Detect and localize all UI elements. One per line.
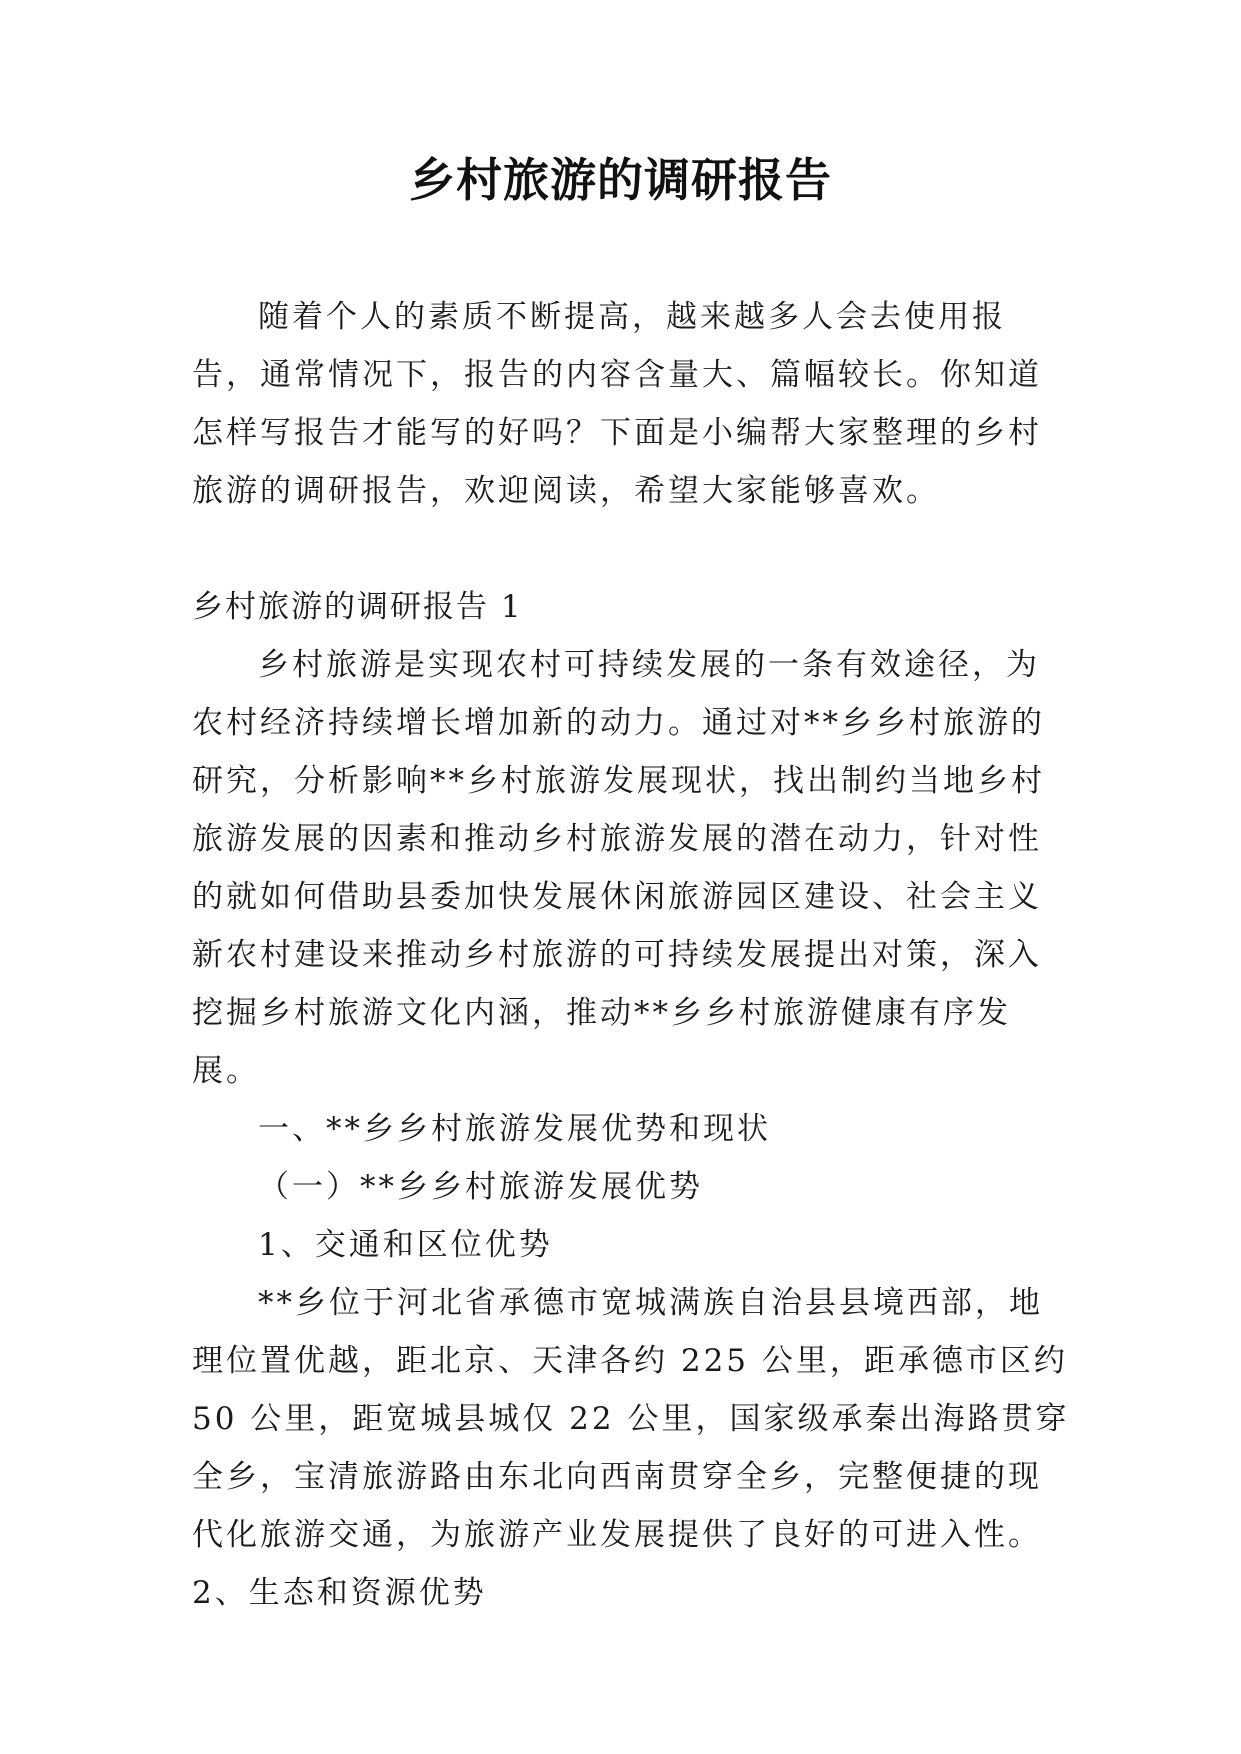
intro-paragraph: 随着个人的素质不断提高，越来越多人会去使用报告，通常情况下，报告的内容含量大、篇幅较长。你知道怎样写报告才能写的好吗？下面是小编帮大家整理的乡村旅游的调研报告，欢迎阅读，希望大家能够喜欢。: [192, 299, 1042, 509]
document-title: 乡村旅游的调研报告: [409, 153, 832, 207]
heading-level-3: 1、交通和区位优势: [258, 1227, 553, 1263]
heading-level-2: （一）**乡乡村旅游发展优势: [258, 1169, 703, 1205]
document-body: [192, 288, 1072, 1622]
section-heading: 乡村旅游的调研报告 1: [192, 589, 523, 625]
heading-level-1: 一、**乡乡村旅游发展优势和现状: [258, 1111, 771, 1147]
body-paragraph: **乡位于河北省承德市宽城满族自治县县境西部，地理位置优越，距北京、天津各约 225 公里，距承德市区约 50 公里，距宽城县城仅 22 公里，国家级承秦出海路贯穿全乡，宝清旅游路由东北向西南贯穿全乡，完整便捷的现代化旅游交通，为旅游产业发展提供了良好的可进入性。 2、生态和资源优势: [192, 1285, 1070, 1611]
body-paragraph: 乡村旅游是实现农村可持续发展的一条有效途径，为农村经济持续增长增加新的动力。通过对**乡乡村旅游的研究，分析影响**乡村旅游发展现状，找出制约当地乡村旅游发展的因素和推动乡村旅游发展的潜在动力，针对性的就如何借助县委加快发展休闲旅游园区建设、社会主义新农村建设来推动乡村旅游的可持续发展提出对策，深入挖掘乡村旅游文化内涵，推动**乡乡村旅游健康有序发展。: [192, 647, 1045, 1089]
paragraph-gap: [192, 520, 1072, 578]
